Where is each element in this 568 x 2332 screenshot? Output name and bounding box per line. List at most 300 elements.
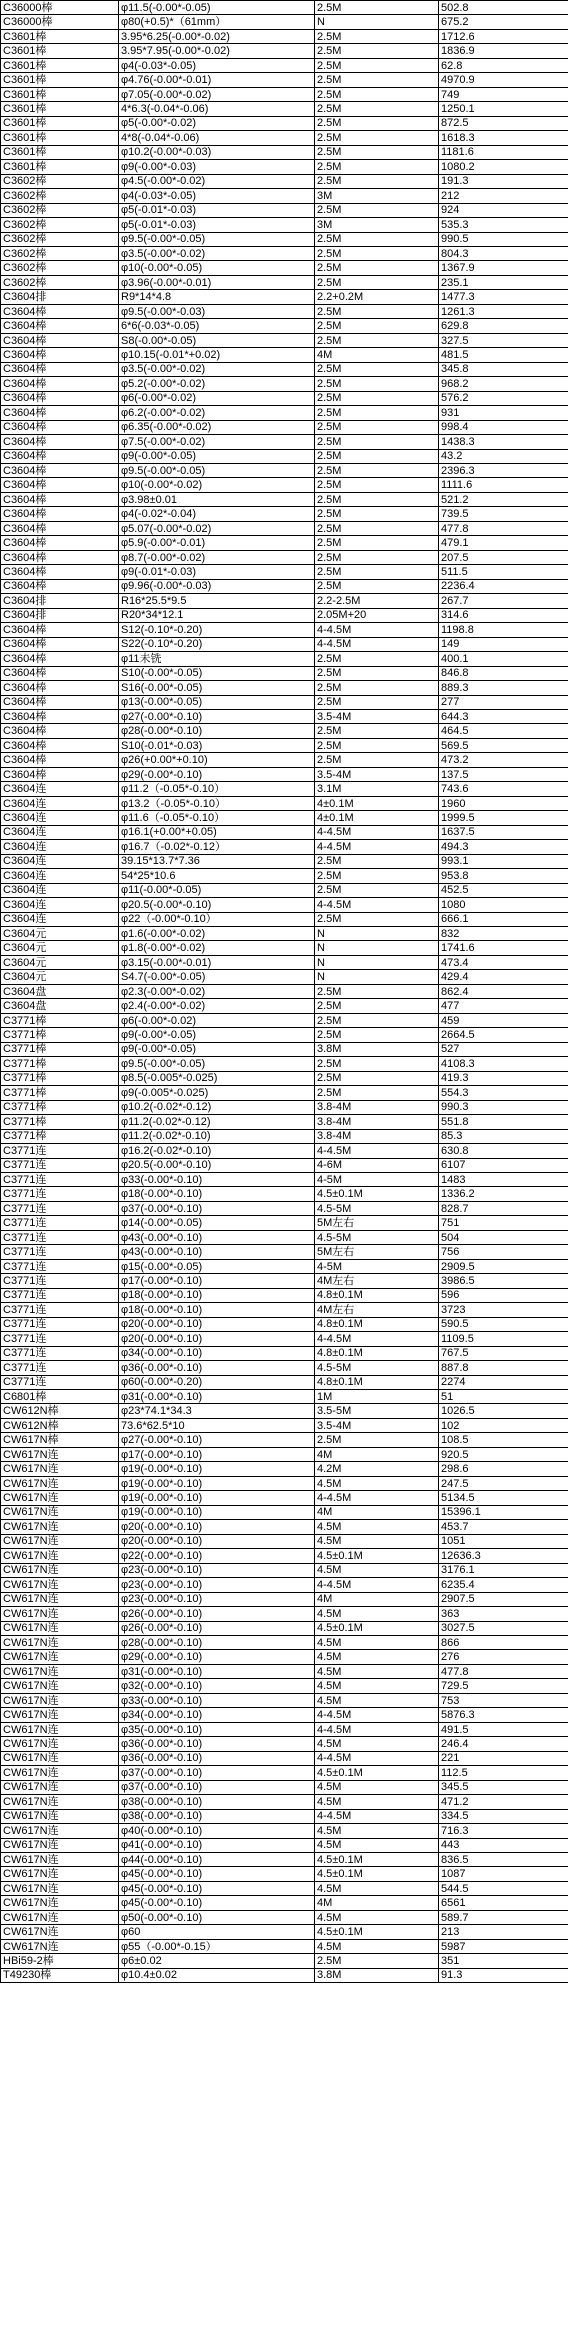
- size-spec-cell: φ4.5(-0.00*-0.02): [119, 174, 315, 188]
- table-row: [1, 435, 568, 449]
- material-grade-cell: C3604棒: [1, 738, 119, 752]
- size-spec-cell: 39.15*13.7*7.36: [119, 854, 315, 868]
- material-grade-cell: C3604盘: [1, 984, 119, 998]
- material-grade-cell: C3771连: [1, 1346, 119, 1360]
- table-row: [1, 825, 568, 839]
- length-cell: 4M: [315, 348, 439, 362]
- table-row: [1, 87, 568, 101]
- length-cell: 4-4.5M: [315, 1144, 439, 1158]
- material-grade-cell: C36000棒: [1, 15, 119, 29]
- size-spec-cell: φ22(-0.00*-0.10): [119, 1549, 315, 1563]
- table-row: [1, 1288, 568, 1302]
- length-cell: 4.5M: [315, 1693, 439, 1707]
- material-grade-cell: C3604棒: [1, 406, 119, 420]
- size-spec-cell: φ13.2（-0.05*-0.10）: [119, 796, 315, 810]
- material-grade-cell: CW617N连: [1, 1737, 119, 1751]
- size-spec-cell: φ45(-0.00*-0.10): [119, 1867, 315, 1881]
- quantity-cell: 521.2: [439, 492, 568, 506]
- table-row: [1, 854, 568, 868]
- table-row: [1, 1563, 568, 1577]
- quantity-cell: 277: [439, 695, 568, 709]
- quantity-cell: 137.5: [439, 767, 568, 781]
- quantity-cell: 5876.3: [439, 1708, 568, 1722]
- material-grade-cell: C3601棒: [1, 131, 119, 145]
- material-grade-cell: CW617N连: [1, 1881, 119, 1895]
- length-cell: 3.8-4M: [315, 1115, 439, 1129]
- table-row: [1, 1172, 568, 1186]
- material-grade-cell: CW617N连: [1, 1910, 119, 1924]
- quantity-cell: 751: [439, 1216, 568, 1230]
- quantity-cell: 479.1: [439, 536, 568, 550]
- size-spec-cell: φ33(-0.00*-0.10): [119, 1693, 315, 1707]
- length-cell: 4.5M: [315, 1795, 439, 1809]
- material-grade-cell: C3771连: [1, 1245, 119, 1259]
- table-row: [1, 275, 568, 289]
- material-grade-cell: C3602棒: [1, 261, 119, 275]
- table-row: [1, 1939, 568, 1953]
- material-grade-cell: CW617N连: [1, 1751, 119, 1765]
- size-spec-cell: φ10.2(-0.02*-0.12): [119, 1100, 315, 1114]
- material-grade-cell: C3771棒: [1, 1129, 119, 1143]
- table-row: [1, 1317, 568, 1331]
- material-grade-cell: C3604棒: [1, 492, 119, 506]
- length-cell: 3.5-4M: [315, 1418, 439, 1432]
- material-grade-cell: C3604棒: [1, 333, 119, 347]
- size-spec-cell: φ37(-0.00*-0.10): [119, 1201, 315, 1215]
- length-cell: 3M: [315, 189, 439, 203]
- table-row: [1, 536, 568, 550]
- size-spec-cell: φ5(-0.00*-0.02): [119, 116, 315, 130]
- table-row: [1, 1346, 568, 1360]
- material-grade-cell: CW617N连: [1, 1549, 119, 1563]
- size-spec-cell: φ3.15(-0.00*-0.01): [119, 955, 315, 969]
- size-spec-cell: φ11.2(-0.02*-0.10): [119, 1129, 315, 1143]
- size-spec-cell: φ3.98±0.01: [119, 492, 315, 506]
- quantity-cell: 43.2: [439, 449, 568, 463]
- material-grade-cell: C3771连: [1, 1288, 119, 1302]
- quantity-cell: 544.5: [439, 1881, 568, 1895]
- material-grade-cell: CW617N连: [1, 1838, 119, 1852]
- length-cell: 2.5M: [315, 854, 439, 868]
- size-spec-cell: φ45(-0.00*-0.10): [119, 1881, 315, 1895]
- table-row: [1, 1881, 568, 1895]
- size-spec-cell: φ27(-0.00*-0.10): [119, 1433, 315, 1447]
- quantity-cell: 2907.5: [439, 1592, 568, 1606]
- size-spec-cell: φ3.5(-0.00*-0.02): [119, 362, 315, 376]
- length-cell: 4.5-5M: [315, 1201, 439, 1215]
- material-grade-cell: CW617N棒: [1, 1433, 119, 1447]
- size-spec-cell: φ9.5(-0.00*-0.05): [119, 1057, 315, 1071]
- quantity-cell: 473.4: [439, 955, 568, 969]
- table-row: [1, 970, 568, 984]
- table-row: [1, 999, 568, 1013]
- size-spec-cell: φ19(-0.00*-0.10): [119, 1462, 315, 1476]
- table-row: [1, 290, 568, 304]
- table-row: [1, 319, 568, 333]
- table-row: [1, 753, 568, 767]
- quantity-cell: 207.5: [439, 550, 568, 564]
- size-spec-cell: φ34(-0.00*-0.10): [119, 1346, 315, 1360]
- length-cell: 2.5M: [315, 406, 439, 420]
- quantity-cell: 108.5: [439, 1433, 568, 1447]
- size-spec-cell: φ9(-0.00*-0.05): [119, 1028, 315, 1042]
- quantity-cell: 235.1: [439, 275, 568, 289]
- quantity-cell: 953.8: [439, 869, 568, 883]
- table-row: [1, 984, 568, 998]
- length-cell: 2.5M: [315, 550, 439, 564]
- table-row: [1, 1824, 568, 1838]
- table-row: [1, 1679, 568, 1693]
- length-cell: 2.5M: [315, 275, 439, 289]
- quantity-cell: 12636.3: [439, 1549, 568, 1563]
- table-row: [1, 232, 568, 246]
- material-grade-cell: C3604棒: [1, 521, 119, 535]
- quantity-cell: 630.8: [439, 1144, 568, 1158]
- table-row: [1, 464, 568, 478]
- material-grade-cell: CW617N连: [1, 1824, 119, 1838]
- material-grade-cell: C3604元: [1, 955, 119, 969]
- table-row: [1, 521, 568, 535]
- material-grade-cell: C36000棒: [1, 1, 119, 15]
- length-cell: 2.5M: [315, 203, 439, 217]
- material-grade-cell: CW617N连: [1, 1809, 119, 1823]
- size-spec-cell: φ29(-0.00*-0.10): [119, 1650, 315, 1664]
- length-cell: 2.2-2.5M: [315, 594, 439, 608]
- length-cell: 2.5M: [315, 44, 439, 58]
- size-spec-cell: φ10(-0.00*-0.05): [119, 261, 315, 275]
- size-spec-cell: φ20.5(-0.00*-0.10): [119, 898, 315, 912]
- quantity-cell: 473.2: [439, 753, 568, 767]
- quantity-cell: 924: [439, 203, 568, 217]
- material-grade-cell: C3604棒: [1, 304, 119, 318]
- size-spec-cell: φ6(-0.00*-0.02): [119, 1013, 315, 1027]
- material-grade-cell: C3604排: [1, 594, 119, 608]
- length-cell: 2.5M: [315, 102, 439, 116]
- quantity-cell: 3723: [439, 1303, 568, 1317]
- table-row: [1, 377, 568, 391]
- length-cell: 2.5M: [315, 58, 439, 72]
- quantity-cell: 1483: [439, 1172, 568, 1186]
- size-spec-cell: φ43(-0.00*-0.10): [119, 1245, 315, 1259]
- size-spec-cell: φ60: [119, 1925, 315, 1939]
- size-spec-cell: φ44(-0.00*-0.10): [119, 1853, 315, 1867]
- quantity-cell: 629.8: [439, 319, 568, 333]
- size-spec-cell: φ43(-0.00*-0.10): [119, 1230, 315, 1244]
- material-grade-cell: C3771连: [1, 1201, 119, 1215]
- length-cell: 2.5M: [315, 246, 439, 260]
- length-cell: 4-4.5M: [315, 637, 439, 651]
- table-row: [1, 637, 568, 651]
- size-spec-cell: φ6.2(-0.00*-0.02): [119, 406, 315, 420]
- material-grade-cell: CW617N连: [1, 1693, 119, 1707]
- material-grade-cell: C3602棒: [1, 218, 119, 232]
- table-row: [1, 203, 568, 217]
- size-spec-cell: φ27(-0.00*-0.10): [119, 709, 315, 723]
- quantity-cell: 276: [439, 1650, 568, 1664]
- length-cell: 2.5M: [315, 464, 439, 478]
- size-spec-cell: S4.7(-0.00*-0.05): [119, 970, 315, 984]
- table-row: [1, 1332, 568, 1346]
- length-cell: 4M: [315, 1896, 439, 1910]
- material-grade-cell: C3604棒: [1, 579, 119, 593]
- table-row: [1, 666, 568, 680]
- size-spec-cell: φ18(-0.00*-0.10): [119, 1288, 315, 1302]
- material-grade-cell: C3604棒: [1, 550, 119, 564]
- table-row: [1, 362, 568, 376]
- material-grade-cell: C3604棒: [1, 435, 119, 449]
- material-grade-cell: C3771连: [1, 1375, 119, 1389]
- material-grade-cell: CW617N连: [1, 1650, 119, 1664]
- table-row: [1, 898, 568, 912]
- table-row: [1, 348, 568, 362]
- quantity-cell: 481.5: [439, 348, 568, 362]
- quantity-cell: 1836.9: [439, 44, 568, 58]
- table-row: [1, 131, 568, 145]
- length-cell: 4.5M: [315, 1838, 439, 1852]
- length-cell: 2.5M: [315, 869, 439, 883]
- material-grade-cell: C3771棒: [1, 1115, 119, 1129]
- size-spec-cell: 4*8(-0.04*-0.06): [119, 131, 315, 145]
- size-spec-cell: φ4(-0.02*-0.04): [119, 507, 315, 521]
- quantity-cell: 1999.5: [439, 811, 568, 825]
- table-row: [1, 1549, 568, 1563]
- quantity-cell: 990.3: [439, 1100, 568, 1114]
- length-cell: 2.2+0.2M: [315, 290, 439, 304]
- quantity-cell: 112.5: [439, 1766, 568, 1780]
- material-grade-cell: C3602棒: [1, 174, 119, 188]
- quantity-cell: 419.3: [439, 1071, 568, 1085]
- length-cell: 4-4.5M: [315, 1578, 439, 1592]
- table-row: [1, 1158, 568, 1172]
- length-cell: 2.5M: [315, 536, 439, 550]
- table-row: [1, 116, 568, 130]
- length-cell: 2.5M: [315, 1433, 439, 1447]
- table-row: [1, 927, 568, 941]
- table-row: [1, 1390, 568, 1404]
- size-spec-cell: φ9(-0.00*-0.03): [119, 160, 315, 174]
- table-row: [1, 1780, 568, 1794]
- size-spec-cell: S16(-0.00*-0.05): [119, 681, 315, 695]
- material-grade-cell: C3771连: [1, 1317, 119, 1331]
- quantity-cell: 716.3: [439, 1824, 568, 1838]
- quantity-cell: 804.3: [439, 246, 568, 260]
- size-spec-cell: φ19(-0.00*-0.10): [119, 1491, 315, 1505]
- material-grade-cell: C3771棒: [1, 1057, 119, 1071]
- quantity-cell: 5134.5: [439, 1491, 568, 1505]
- length-cell: 2.5M: [315, 333, 439, 347]
- quantity-cell: 866: [439, 1635, 568, 1649]
- quantity-cell: 862.4: [439, 984, 568, 998]
- quantity-cell: 149: [439, 637, 568, 651]
- size-spec-cell: φ11.6（-0.05*-0.10）: [119, 811, 315, 825]
- material-grade-cell: C3604棒: [1, 478, 119, 492]
- table-row: [1, 1476, 568, 1490]
- size-spec-cell: φ2.3(-0.00*-0.02): [119, 984, 315, 998]
- material-grade-cell: T49230棒: [1, 1968, 119, 1982]
- table-row: [1, 1635, 568, 1649]
- material-grade-cell: CW617N连: [1, 1925, 119, 1939]
- length-cell: 2.5M: [315, 1028, 439, 1042]
- length-cell: 3.5-4M: [315, 709, 439, 723]
- material-grade-cell: C3604棒: [1, 391, 119, 405]
- table-row: [1, 869, 568, 883]
- length-cell: 2.5M: [315, 1057, 439, 1071]
- table-row: [1, 1693, 568, 1707]
- size-spec-cell: φ10.15(-0.01*+0.02): [119, 348, 315, 362]
- quantity-cell: 2274: [439, 1375, 568, 1389]
- table-row: [1, 1534, 568, 1548]
- quantity-cell: 920.5: [439, 1447, 568, 1461]
- size-spec-cell: 6*6(-0.03*-0.05): [119, 319, 315, 333]
- size-spec-cell: φ6.35(-0.00*-0.02): [119, 420, 315, 434]
- table-row: [1, 1071, 568, 1085]
- size-spec-cell: φ19(-0.00*-0.10): [119, 1505, 315, 1519]
- length-cell: 4.5M: [315, 1737, 439, 1751]
- quantity-cell: 1181.6: [439, 145, 568, 159]
- material-grade-cell: C3604棒: [1, 652, 119, 666]
- quantity-cell: 846.8: [439, 666, 568, 680]
- quantity-cell: 327.5: [439, 333, 568, 347]
- material-grade-cell: C3771连: [1, 1332, 119, 1346]
- size-spec-cell: 3.95*7.95(-0.00*-0.02): [119, 44, 315, 58]
- table-row: [1, 15, 568, 29]
- quantity-cell: 267.7: [439, 594, 568, 608]
- quantity-cell: 968.2: [439, 377, 568, 391]
- size-spec-cell: φ13(-0.00*-0.05): [119, 695, 315, 709]
- size-spec-cell: φ9.5(-0.00*-0.03): [119, 304, 315, 318]
- material-grade-cell: C3601棒: [1, 58, 119, 72]
- material-grade-cell: C3604棒: [1, 536, 119, 550]
- quantity-cell: 221: [439, 1751, 568, 1765]
- size-spec-cell: φ5.2(-0.00*-0.02): [119, 377, 315, 391]
- size-spec-cell: φ9.5(-0.00*-0.05): [119, 464, 315, 478]
- size-spec-cell: φ40(-0.00*-0.10): [119, 1824, 315, 1838]
- material-grade-cell: C3604元: [1, 970, 119, 984]
- material-grade-cell: C3604棒: [1, 666, 119, 680]
- size-spec-cell: φ1.8(-0.00*-0.02): [119, 941, 315, 955]
- length-cell: 2.5M: [315, 391, 439, 405]
- table-row: [1, 724, 568, 738]
- length-cell: 4.5M: [315, 1476, 439, 1490]
- table-row: [1, 73, 568, 87]
- table-row: [1, 796, 568, 810]
- material-grade-cell: C3604棒: [1, 753, 119, 767]
- size-spec-cell: φ4(-0.03*-0.05): [119, 58, 315, 72]
- length-cell: 4.5±0.1M: [315, 1853, 439, 1867]
- size-spec-cell: φ23(-0.00*-0.10): [119, 1578, 315, 1592]
- table-row: [1, 1838, 568, 1852]
- quantity-cell: 494.3: [439, 840, 568, 854]
- quantity-cell: 1741.6: [439, 941, 568, 955]
- size-spec-cell: φ36(-0.00*-0.10): [119, 1361, 315, 1375]
- material-grade-cell: C3604棒: [1, 724, 119, 738]
- quantity-cell: 3027.5: [439, 1621, 568, 1635]
- table-row: [1, 1751, 568, 1765]
- size-spec-cell: φ10(-0.00*-0.02): [119, 478, 315, 492]
- table-row: [1, 912, 568, 926]
- table-row: [1, 550, 568, 564]
- quantity-cell: 2909.5: [439, 1259, 568, 1273]
- length-cell: 3.5-4M: [315, 767, 439, 781]
- quantity-cell: 1198.8: [439, 623, 568, 637]
- length-cell: 4.2M: [315, 1462, 439, 1476]
- quantity-cell: 990.5: [439, 232, 568, 246]
- length-cell: 2.5M: [315, 1086, 439, 1100]
- size-spec-cell: φ26(-0.00*-0.10): [119, 1607, 315, 1621]
- quantity-cell: 1026.5: [439, 1404, 568, 1418]
- quantity-cell: 1960: [439, 796, 568, 810]
- material-grade-cell: C3771连: [1, 1259, 119, 1273]
- size-spec-cell: φ11(-0.00*-0.05): [119, 883, 315, 897]
- size-spec-cell: φ11.2(-0.02*-0.12): [119, 1115, 315, 1129]
- length-cell: 4-5M: [315, 1259, 439, 1273]
- table-row: [1, 767, 568, 781]
- table-row: [1, 1737, 568, 1751]
- table-row: [1, 1809, 568, 1823]
- table-row: [1, 1418, 568, 1432]
- quantity-cell: 4108.3: [439, 1057, 568, 1071]
- length-cell: 2.5M: [315, 883, 439, 897]
- size-spec-cell: φ29(-0.00*-0.10): [119, 767, 315, 781]
- table-row: [1, 391, 568, 405]
- material-grade-cell: C3604排: [1, 290, 119, 304]
- length-cell: 4.5±0.1M: [315, 1925, 439, 1939]
- table-row: [1, 1433, 568, 1447]
- quantity-cell: 477.8: [439, 1664, 568, 1678]
- size-spec-cell: φ34(-0.00*-0.10): [119, 1708, 315, 1722]
- material-grade-cell: CW617N连: [1, 1780, 119, 1794]
- size-spec-cell: 54*25*10.6: [119, 869, 315, 883]
- table-row: [1, 623, 568, 637]
- table-row: [1, 1867, 568, 1881]
- table-row: [1, 811, 568, 825]
- material-grade-cell: CW617N连: [1, 1534, 119, 1548]
- material-grade-cell: C3604棒: [1, 681, 119, 695]
- quantity-cell: 91.3: [439, 1968, 568, 1982]
- length-cell: 4.5M: [315, 1824, 439, 1838]
- length-cell: 3.8M: [315, 1042, 439, 1056]
- table-row: [1, 738, 568, 752]
- material-grade-cell: CW617N连: [1, 1635, 119, 1649]
- length-cell: 2.05M+20: [315, 608, 439, 622]
- size-spec-cell: φ37(-0.00*-0.10): [119, 1780, 315, 1794]
- table-row: [1, 1100, 568, 1114]
- length-cell: 2.5M: [315, 724, 439, 738]
- quantity-cell: 491.5: [439, 1722, 568, 1736]
- size-spec-cell: φ60(-0.00*-0.20): [119, 1375, 315, 1389]
- quantity-cell: 15396.1: [439, 1505, 568, 1519]
- size-spec-cell: φ18(-0.00*-0.10): [119, 1187, 315, 1201]
- table-row: [1, 1361, 568, 1375]
- quantity-cell: 6235.4: [439, 1578, 568, 1592]
- size-spec-cell: φ9(-0.01*-0.03): [119, 565, 315, 579]
- size-spec-cell: φ31(-0.00*-0.10): [119, 1390, 315, 1404]
- size-spec-cell: φ5.9(-0.00*-0.01): [119, 536, 315, 550]
- material-grade-cell: C3604连: [1, 869, 119, 883]
- length-cell: 4M: [315, 1592, 439, 1606]
- quantity-cell: 1087: [439, 1867, 568, 1881]
- length-cell: 3.1M: [315, 782, 439, 796]
- length-cell: 2.5M: [315, 984, 439, 998]
- material-grade-cell: C3604棒: [1, 695, 119, 709]
- table-row: [1, 492, 568, 506]
- material-grade-cell: CW617N连: [1, 1592, 119, 1606]
- quantity-cell: 729.5: [439, 1679, 568, 1693]
- length-cell: 2.5M: [315, 304, 439, 318]
- size-spec-cell: 4*6.3(-0.04*-0.06): [119, 102, 315, 116]
- quantity-cell: 459: [439, 1013, 568, 1027]
- material-grade-cell: CW617N连: [1, 1679, 119, 1693]
